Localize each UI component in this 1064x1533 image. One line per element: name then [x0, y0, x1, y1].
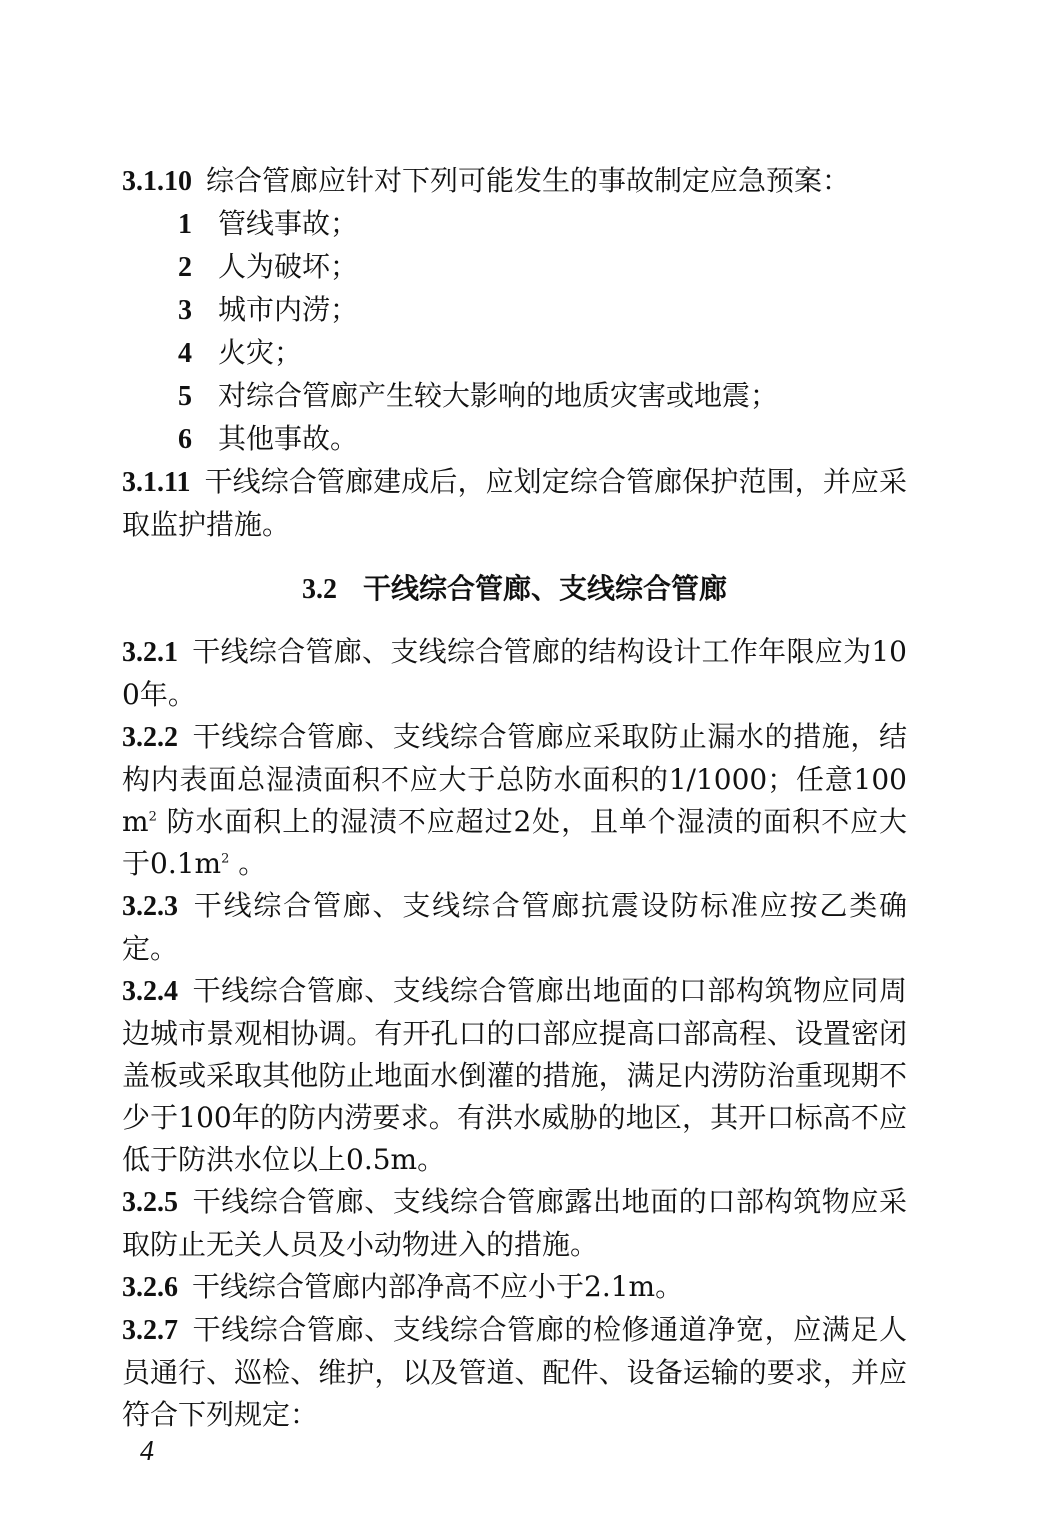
clause-3-2-1 [122, 631, 907, 716]
list-item-number: 5 [178, 381, 192, 412]
superscript: 2 [221, 851, 230, 867]
list-item-number: 1 [178, 209, 192, 240]
section-heading [122, 568, 907, 611]
section-number: 3.2 [301, 574, 337, 605]
clause-text: 防水面积上的湿渍不应超过2处，且单个湿渍的面积不应大于0.1m [122, 805, 907, 880]
list-item-text: 人为破坏； [218, 250, 359, 283]
clause-number: 3.2.6 [122, 1272, 178, 1303]
clause-3-2-2 [122, 716, 907, 885]
list-item-text: 城市内涝； [218, 293, 359, 326]
list-item-text: 其他事故。 [218, 422, 359, 455]
clause-number: 3.2.5 [122, 1187, 178, 1218]
clause-3-2-6 [122, 1266, 907, 1309]
document-body [122, 160, 907, 1436]
clause-text: 干线综合管廊、支线综合管廊出地面的口部构筑物应同周边城市景观相协调。有开孔口的口部应提高口部高程、设置密闭盖板或采取其他防止地面水倒灌的措施，满足内涝防治重现期不少于100年的防内涝要求。有洪水威胁的地区，其开口标高不应低于防洪水位以上0.5m。 [122, 974, 907, 1176]
clause-text: 干线综合管廊建成后，应划定综合管廊保护范围，并应采取监护措施。 [122, 465, 907, 541]
clause-number: 3.2.1 [122, 637, 178, 668]
clause-text: 干线综合管廊、支线综合管廊应采取防止漏水的措施，结构内表面总湿渍面积不应大于总防水面积的1/1000；任意100m [122, 720, 907, 838]
clause-3-2-3 [122, 885, 907, 970]
clause-number: 3.1.10 [122, 166, 192, 197]
list-item [122, 203, 907, 246]
clause-3-1-11 [122, 461, 907, 546]
list-item [122, 289, 907, 332]
section-title-text: 干线综合管廊、支线综合管廊 [362, 572, 727, 605]
page-number: 4 [140, 1436, 154, 1467]
list-item [122, 418, 907, 461]
clause-number: 3.2.2 [122, 722, 178, 753]
clause-text: 干线综合管廊、支线综合管廊的结构设计工作年限应为100年。 [122, 635, 907, 711]
list-item-text: 火灾； [218, 336, 303, 369]
clause-number: 3.1.11 [122, 467, 191, 498]
list-item-number: 6 [178, 424, 192, 455]
clause-text: 干线综合管廊内部净高不应小于2.1m。 [192, 1270, 684, 1303]
list-item-text: 管线事故； [218, 207, 359, 240]
list-item [122, 332, 907, 375]
list-item [122, 246, 907, 289]
clause-text: 干线综合管廊、支线综合管廊露出地面的口部构筑物应采取防止无关人员及小动物进入的措施。 [122, 1185, 907, 1261]
clause-number: 3.2.4 [122, 976, 178, 1007]
list-item-number: 3 [178, 295, 192, 326]
clause-3-2-4 [122, 970, 907, 1181]
clause-text: 综合管廊应针对下列可能发生的事故制定应急预案： [206, 164, 851, 197]
clause-text: 。 [229, 847, 267, 880]
list-item-number: 2 [178, 252, 192, 283]
clause-text: 干线综合管廊、支线综合管廊抗震设防标准应按乙类确定。 [122, 889, 907, 965]
superscript: 2 [148, 809, 157, 825]
list-item-number: 4 [178, 338, 192, 369]
clause-text: 干线综合管廊、支线综合管廊的检修通道净宽，应满足人员通行、巡检、维护，以及管道、配件、设备运输的要求，并应符合下列规定： [122, 1313, 907, 1431]
clause-number: 3.2.7 [122, 1315, 178, 1346]
list-item-text: 对综合管廊产生较大影响的地质灾害或地震； [218, 379, 779, 412]
clause-3-1-10 [122, 160, 907, 203]
clause-number: 3.2.3 [122, 891, 178, 922]
list-item [122, 375, 907, 418]
clause-3-2-7 [122, 1309, 907, 1436]
clause-3-2-5 [122, 1181, 907, 1266]
